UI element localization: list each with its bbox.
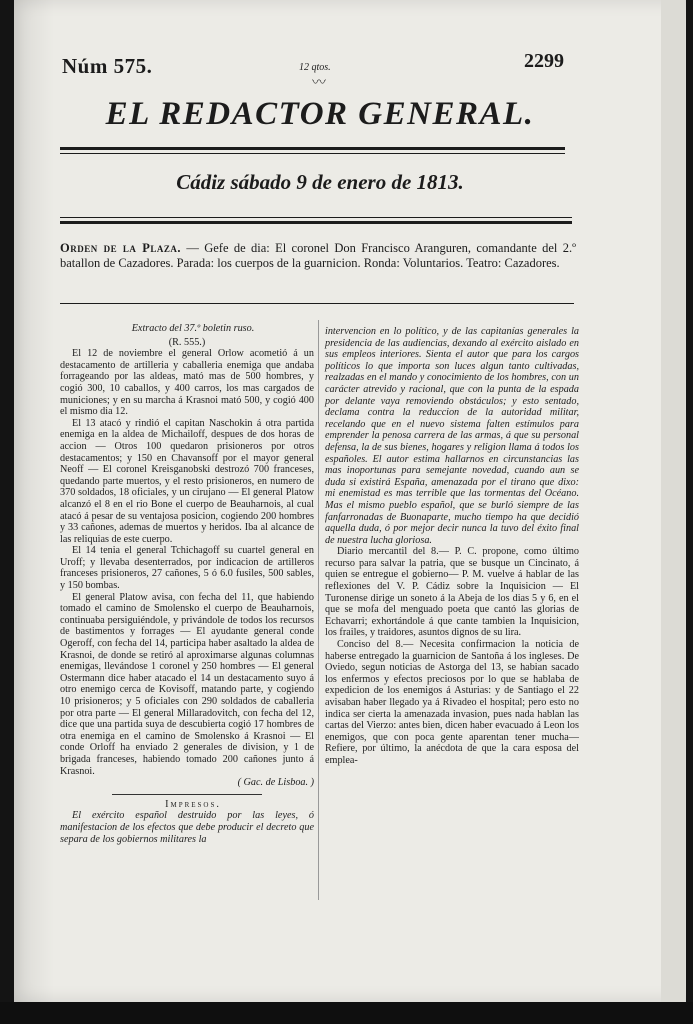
masthead-rule-top	[60, 147, 565, 150]
left-column	[60, 323, 314, 845]
flourish-ornament: 〰	[312, 76, 326, 91]
left-paragraph: El 12 de noviembre el general Orlow acometió á un destacamento de artilleria y caballeria enemiga que andaba forrageando por las aldeas, mató mas de 500 hombres, y cogió 300, 10 caballos, y 400 carros, los mas cargados de municiones; y en su marcha á Krasnoi mató 500, y cogió 400 el mismo dia 12.	[60, 348, 314, 418]
left-paragraph: El 13 atacó y rindió el capitan Naschokin á otra partida enemiga en la aldea de Michailoff, despues de dos horas de accion — Otros 100 quedaron prisioneros por otros destacamentos; y 150 en Chavansoff por el mayor general Neoff — El coronel Kreisganobski destrozó 700 franceses, quedando parte muertos, y el resto prisioneros, en numero de 370 soldados, 18 oficiales, y un cirujano — El general Platow alcanzó el 8 en el rio Bone el cuerpo de Beauharnois, al cual atacó á pesar de su ventajosa posicion, cogiendo 200 hombres y 33 cañones, ademas de muertos y heridos. Iba al alcance de las reliquias de este cuerpo.	[60, 417, 314, 545]
orden-label: Orden de la Plaza.	[60, 241, 182, 255]
orden-de-la-plaza	[60, 241, 576, 270]
bulletin-heading: Extracto del 37.º boletin ruso.	[131, 323, 255, 334]
bulletin-subheading: (R. 555.)	[168, 336, 206, 348]
dateline: Cádiz sábado 9 de enero de 1813.	[176, 170, 464, 194]
orden-text: — Gefe de dia: El coronel Don Francisco Aranguren, comandante del 2.º batallon de Cazadores. Parada: los cuerpos de la guarnicion. Ronda: Voluntarios. Teatro: Cazadores.	[60, 241, 576, 270]
dateline-rule-thick	[60, 221, 572, 224]
dateline-rule-thin	[60, 217, 572, 218]
impresos-rule	[112, 794, 262, 795]
right-paragraph: Conciso del 8.— Necesita confirmacion la noticia de haberse entregado la guarnicion de Santoña á los ingleses. De Oviedo, segun noticias de Astorga del 13, se habian sacado los enfermos y efectos preciosos por lo que se hablaba de expedicion de los enemigos á Asturias: y de Santiago el 22 avisaban haber llegado ya á Rivadeo el hospital; pero esto no indica ser cierta la amenazada invasion, pues nada hablan las cartas del Vierzo: antes bien, dicen haber evacuado á Leon los enemigos, que con poca gente aparentan tener mucha— Refiere, por último, la anécdota de que la cara esposa del emplea-	[325, 639, 579, 766]
section-rule	[60, 303, 574, 304]
left-paragraph: El 14 tenia el general Tchichagoff su cuartel general en Uroff; y llevaba desenterrados, por indicacion de artilleros franceses prisioneros, 27 cañones, 5 ó 6.0 fusiles, 500 sables, y 150 bombas.	[60, 545, 314, 592]
impresos-text: El exército español destruido por las leyes, ó manifestacion de los efectos que debe producir el decreto que separa de los gobiernos militares la	[60, 810, 314, 845]
right-column	[325, 326, 579, 767]
left-paragraph: El general Platow avisa, con fecha del 11, que habiendo tomado el camino de Smolensko el cuerpo de Beauharnois, continuaba persiguiéndole, y privándole de todos los recursos de bastimentos y forrages — El ayudante general conde Ogeroff, con fecha del 14, participa haber asaltado la aldea de Krasnoi, de donde se retiró al aproximarse algunas columnas enemigas, llevándose 1 coronel y 250 hombres — El general Ostermann dice haber atacado el 14 un destacamento suyo á otro enemigo cerca de Kovisoff, matando parte, y cogiendo 10 prisioneros; y 5 oficiales con 290 soldados de caballeria por otra parte — El general Millaradovitch, con fecha del 12, dice que una partida suya de descubierta cogió 17 hombres de otra enemiga en el camino de Smolensko á Krasnoi — El conde Orloff ha enviado 2 generales de division, y 1 de brigada franceses, habiendo tomado 200 cañones junto á Krasnoi.	[60, 591, 314, 777]
impresos-heading: Impresos.	[165, 798, 221, 810]
page-edge	[661, 0, 685, 1002]
scan-border	[0, 1002, 693, 1024]
column-divider	[318, 320, 319, 900]
right-paragraph: intervencion en lo político, y de las capitanías generales la presidencia de las audiencias, dexando al exército aislado en sus empleos interiores. Sienta el autor que para los cargos políticos lo que importa son luces algun tanto cultivadas, realzadas en el mando y conocimiento de los hombres, con un carácter atrevido y racional, que con la punta de la espada por delante vaya removiendo obstáculos; y esto sentado, declama contra la reduccion de la autoridad militar, recelando que en el nuevo sistema falten estímulos para emprender la penosa carrera de las armas, á que su personal defensa, la de sus bienes, hogares y religion llama á todos los españoles. El autor estima hallarnos en circunstancias las mas inoportunas para semejante novedad, cuando aun se duda si existirá España, amenazada por el tirano que dixo: mi enemistad es mas terrible que las tormentas del Océano. Mas el mismo pueblo español, que se burló siempre de las fanfarronadas de Buonaparte, mucho tiempo ha que decidió aquella duda, ó por mejor decir nunca la tuvo del éxito final de nuestra lucha gloriosa.	[325, 326, 579, 546]
masthead-title: EL REDACTOR GENERAL.	[105, 96, 535, 132]
price-label: 12 qtos.	[299, 62, 331, 73]
folio-number: 2299	[524, 50, 564, 72]
masthead-rule-thin	[60, 153, 565, 154]
right-paragraph: Diario mercantil del 8.— P. C. propone, como último recurso para salvar la patria, que se busque un Cincinato, á quien se entregue el gobierno— P. M. vuelve á hablar de las reflexiones del V. P. Cádiz sobre la Inquisicion — El Turonense dirige un soneto á la Abeja de los dias 5 y 6, en el que se mofa del menguado poeta que cantó las glorias de Echavarri; exhortándole á que cante tambien la Inquisicion, los frailes, y traidores, asuntos dignos de su lira.	[325, 546, 579, 639]
source-citation: ( Gac. de Lisboa. )	[237, 777, 314, 789]
issue-number: Núm 575.	[62, 54, 153, 78]
